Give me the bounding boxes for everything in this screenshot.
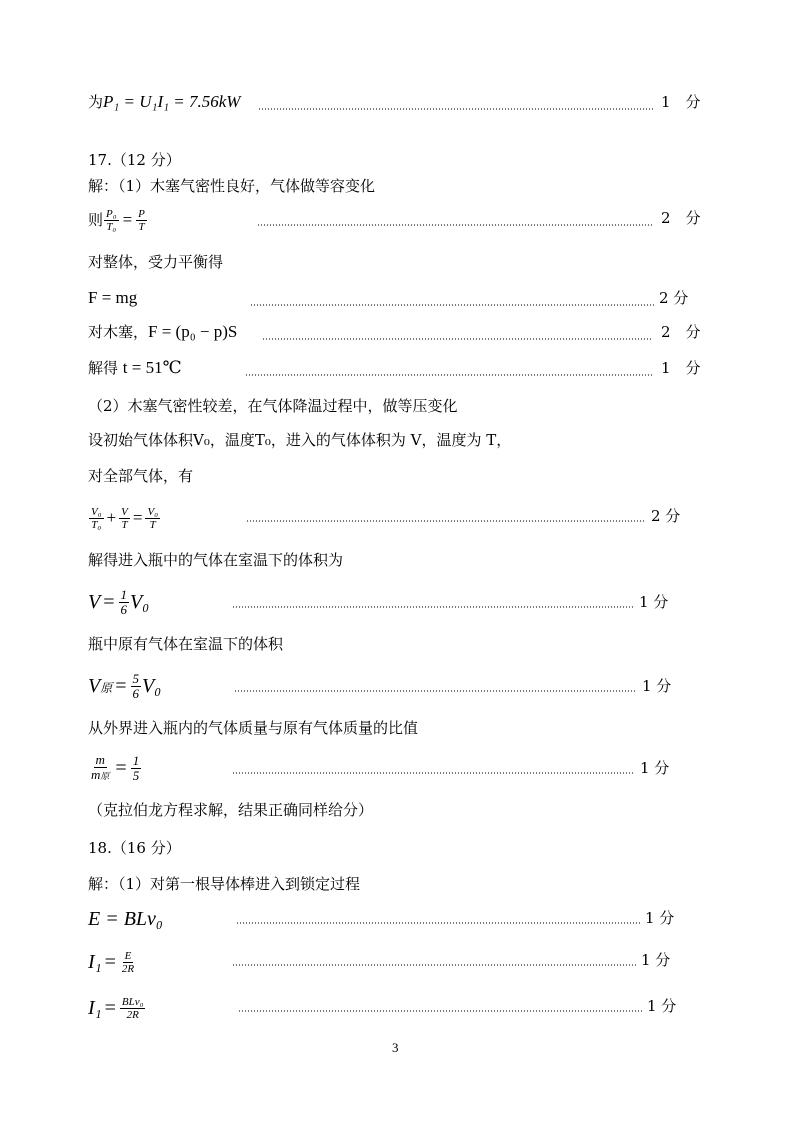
score: 1 分 bbox=[661, 93, 701, 111]
dot-leader bbox=[232, 606, 634, 608]
dot-leader bbox=[232, 772, 635, 774]
line-setup: 设初始气体体积V₀，温度T₀，进入的气体体积为 V，温度为 T， bbox=[88, 431, 512, 449]
dot-leader bbox=[257, 224, 652, 226]
dot-leader bbox=[258, 108, 654, 110]
line-i2: I₁ = $\frac{\text{BLv₀}}{2R}$ bbox=[88, 995, 144, 1021]
line-v: V = $\frac{1}{6}$ V₀ bbox=[88, 586, 150, 617]
line-mass-ratio: 从外界进入瓶内的气体质量与原有气体质量的比值 bbox=[88, 719, 419, 737]
q17-part2: （2）木塞气密性较差，在气体降温过程中，做等压变化 bbox=[88, 397, 458, 415]
score: 2 分 bbox=[659, 289, 689, 307]
q18-part1: 解：（1）对第一根导体棒进入到锁定过程 bbox=[88, 875, 361, 893]
line-all: 对全部气体，有 bbox=[88, 467, 194, 485]
dot-leader bbox=[236, 922, 640, 924]
score: 1 分 bbox=[642, 677, 672, 695]
line-orig: 瓶中原有气体在室温下的体积 bbox=[88, 635, 284, 653]
formula-power: P₁ = U₁I₁ = 7.56kW bbox=[103, 92, 241, 111]
line-temp: 解得 t = 51℃ bbox=[88, 358, 182, 377]
dot-leader bbox=[238, 1010, 643, 1012]
score: 1 分 bbox=[647, 997, 677, 1015]
line-equation: $\frac{\text{V₀}}{\text{T₀}}$ + $\frac{V}{T}$ = $\frac{\text{V₀}}{T}$ bbox=[91, 505, 159, 531]
dot-leader bbox=[232, 964, 636, 966]
fraction: $\frac{1}{6}$ bbox=[120, 586, 127, 617]
fraction: $\frac{1}{5}$ bbox=[132, 752, 140, 783]
q17-part1: 解：（1）木塞气密性良好，气体做等容变化 bbox=[88, 177, 376, 195]
fraction: $\frac{5}{6}$ bbox=[132, 670, 140, 701]
fraction: $\frac{\text{BLv₀}}{2R}$ bbox=[121, 995, 144, 1021]
fraction: $\frac{m}{\text{m原}}$ bbox=[91, 752, 110, 782]
score: 1 分 bbox=[641, 951, 671, 969]
fraction: $\frac{V}{T}$ bbox=[121, 505, 128, 531]
dot-leader bbox=[262, 338, 652, 340]
fraction: $\frac{E}{2R}$ bbox=[121, 949, 135, 975]
fraction: $\frac{P}{T}$ bbox=[138, 207, 145, 233]
fraction: $\frac{\text{V₀}}{\text{T₀}}$ bbox=[91, 505, 102, 531]
line-i1: I₁ = $\frac{E}{2R}$ bbox=[88, 949, 135, 975]
page-number: 3 bbox=[392, 1040, 399, 1055]
line-whole: 对整体，受力平衡得 bbox=[88, 253, 224, 271]
line-note: （克拉伯龙方程求解，结果正确同样给分） bbox=[88, 801, 374, 819]
score: 1 分 bbox=[640, 759, 670, 777]
q18-header: 18.（16 分） bbox=[88, 839, 181, 857]
line-solve-v: 解得进入瓶中的气体在室温下的体积为 bbox=[88, 551, 344, 569]
dot-leader bbox=[245, 374, 653, 376]
score: 2 分 bbox=[661, 209, 701, 227]
line-mass: $\frac{m}{\text{m原}}$ = $\frac{1}{5}$ bbox=[91, 752, 140, 783]
line-fmg: F = mg bbox=[88, 288, 138, 307]
score: 2 分 bbox=[651, 507, 681, 525]
score: 1 分 bbox=[639, 593, 669, 611]
fraction: $\frac{\text{P₀}}{\text{T₀}}$ bbox=[106, 207, 117, 233]
fraction: $\frac{\text{V₀}}{T}$ bbox=[147, 505, 159, 531]
line-power: 为P₁ = U₁I₁ = 7.56kW bbox=[88, 92, 241, 111]
line-ratio: 则 $\frac{\text{P₀}}{\text{T₀}}$ = $\frac{P}{T}$ bbox=[88, 207, 145, 233]
dot-leader bbox=[250, 304, 654, 306]
dot-leader bbox=[246, 520, 646, 522]
q17-header: 17.（12 分） bbox=[88, 151, 181, 169]
line-cork: 对木塞，F = (p₀ − p)S bbox=[88, 322, 238, 341]
dot-leader bbox=[234, 690, 637, 692]
line-e: E = BLv₀ bbox=[88, 908, 163, 930]
score: 2 分 bbox=[661, 323, 701, 341]
score: 1 分 bbox=[645, 909, 675, 927]
line-vorig: V 原 = $\frac{5}{6}$ V₀ bbox=[88, 670, 162, 701]
score: 1 分 bbox=[661, 359, 701, 377]
